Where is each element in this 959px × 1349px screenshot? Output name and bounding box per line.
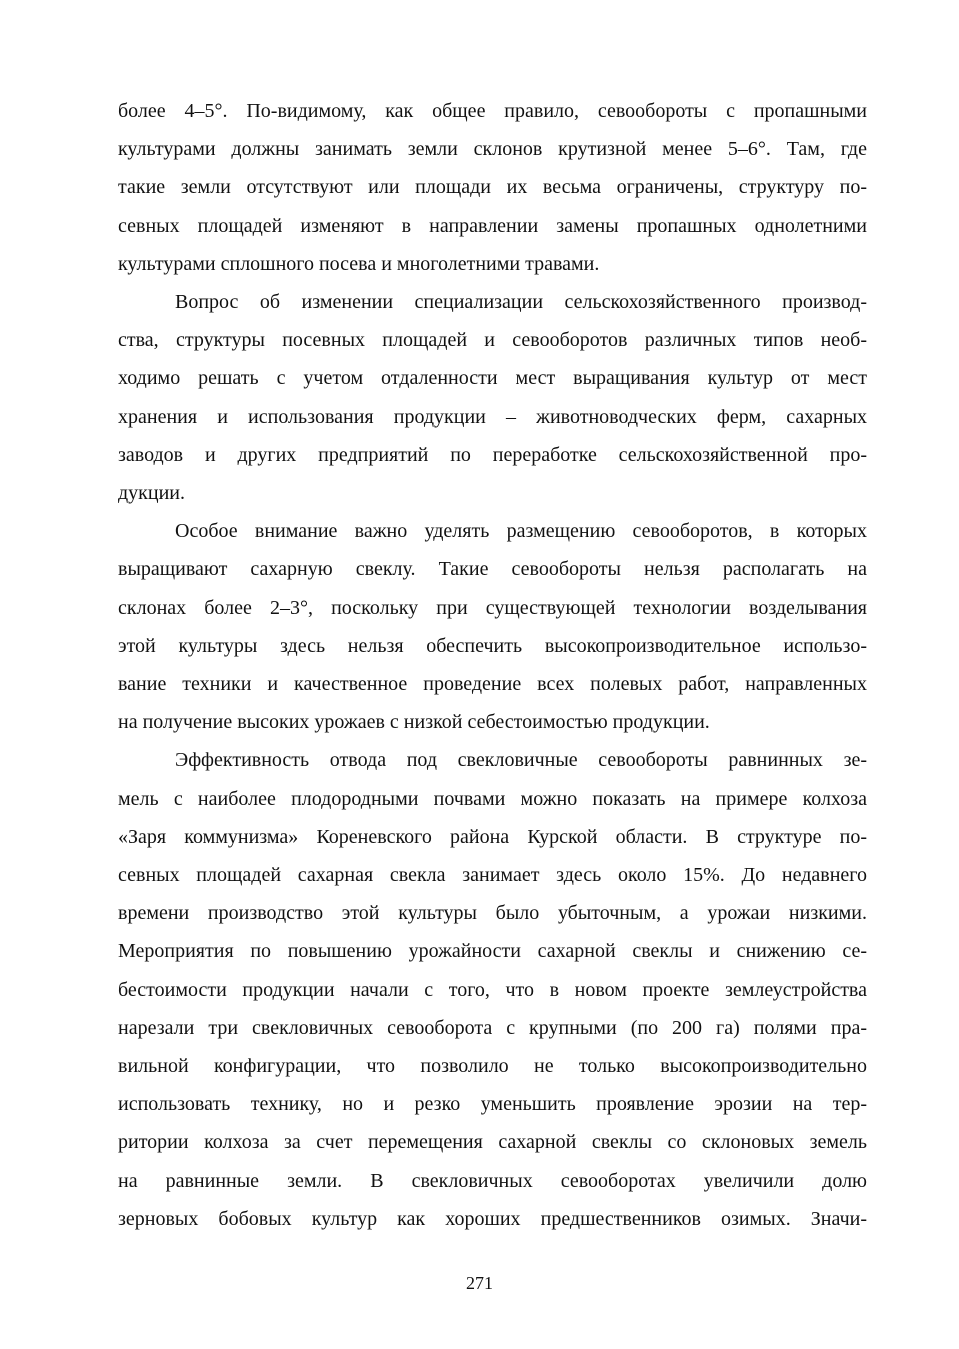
text-line: «Заря коммунизма» Кореневского района Курской области. В структуре по- [118,825,867,848]
text-line: использовать технику, но и резко уменьшить проявление эрозии на тер- [118,1093,867,1116]
text-line: заводов и других предприятий по переработке сельскохозяйственной про- [118,443,867,466]
text-line: хранения и использования продукции – животноводческих ферм, сахарных [118,405,867,428]
text-line: на получение высоких урожаев с низкой себестоимостью продукции. [118,711,710,734]
text-line: культурами должны занимать земли склонов крутизной менее 5–6°. Там, где [118,138,867,161]
text-line: мель с наиболее плодородными почвами можно показать на примере колхоза [118,787,867,810]
text-line: севных площадей сахарная свекла занимает здесь около 15%. До недавнего [118,864,867,887]
text-line: такие земли отсутствуют или площади их весьма ограничены, структуру по- [118,176,867,199]
text-line: зерновых бобовых культур как хороших предшественников озимых. Значи- [118,1207,867,1230]
paragraph-1 [118,92,867,283]
text-line: бестоимости продукции начали с того, что в новом проекте землеустройства [118,978,867,1001]
page-number: 271 [466,1273,493,1293]
text-line: ходимо решать с учетом отдаленности мест выращивания культур от мест [118,367,867,390]
paragraph-4 [118,741,867,1238]
text-line: Особое внимание важно уделять размещению севооборотов, в которых [175,520,867,543]
text-line: вание техники и качественное проведение всех полевых работ, направленных [118,673,867,696]
text-line: склонах более 2–3°, поскольку при существующей технологии возделывания [118,596,867,619]
text-line: времени производство этой культуры было убыточным, а урожаи низкими. [118,902,867,925]
text-line: Мероприятия по повышению урожайности сахарной свеклы и снижению се- [118,940,867,963]
text-line: более 4–5°. По-видимому, как общее правило, севообороты с пропашными [118,100,867,122]
text-line: дукции. [118,482,186,505]
text-line: выращивают сахарную свеклу. Такие севообороты нельзя располагать на [118,558,867,581]
text-line: культурами сплошного посева и многолетними травами. [118,252,600,275]
text-line: вильной конфигурации, что позволило не только высокопроизводительно [118,1055,867,1078]
text-line: Вопрос об изменении специализации сельскохозяйственного производ- [175,291,867,314]
text-line: на равнинные земли. В свекловичных севооборотах увеличили долю [118,1169,867,1192]
paragraph-2 [118,283,867,512]
paragraph-3 [118,512,867,741]
body-text [118,92,867,1238]
text-line: Эффективность отвода под свекловичные севообороты равнинных зе- [175,749,867,772]
text-line: ства, структуры посевных площадей и севооборотов различных типов необ- [118,329,867,352]
text-line: этой культуры здесь нельзя обеспечить высокопроизводительное использо- [118,634,867,657]
text-line: нарезали три свекловичных севооборота с крупными (по 200 га) полями пра- [118,1016,867,1039]
text-line: севных площадей изменяют в направлении замены пропашных однолетними [118,214,867,237]
text-line: ритории колхоза за счет перемещения сахарной свеклы со склоновых земель [118,1131,867,1154]
